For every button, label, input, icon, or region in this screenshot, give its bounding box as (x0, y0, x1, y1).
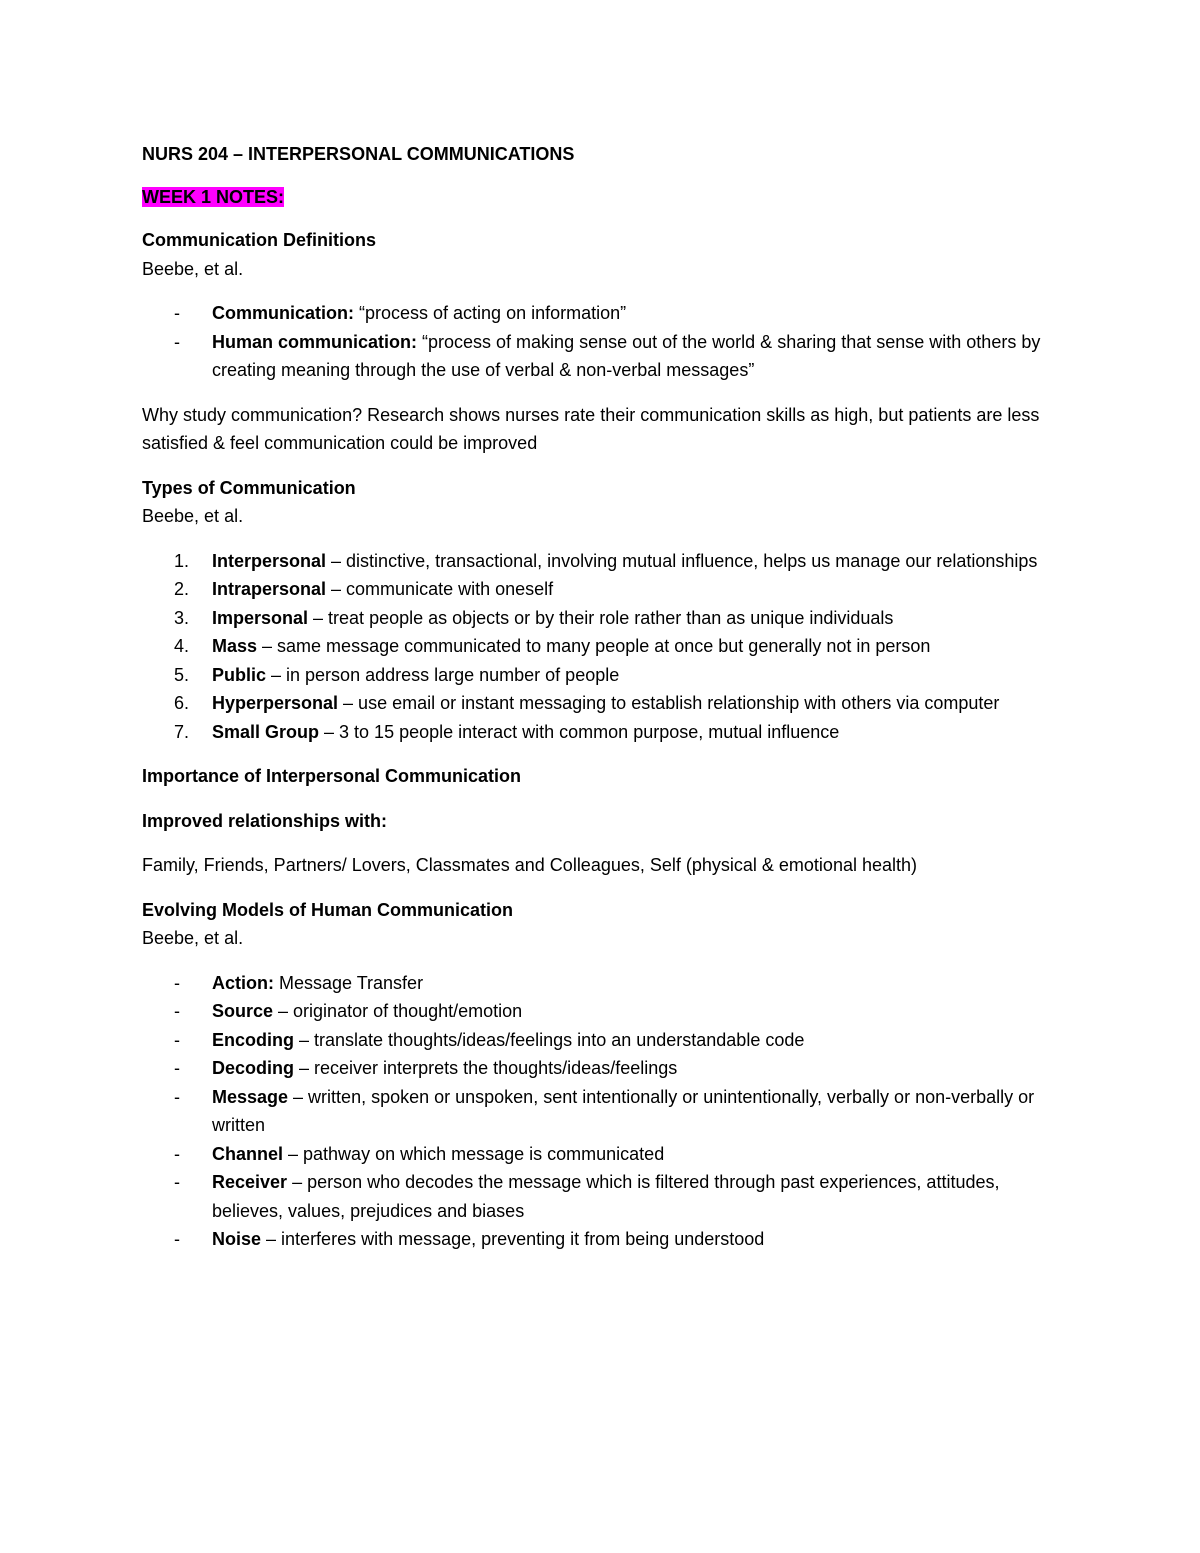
list-item (142, 1054, 1062, 1083)
list-marker: 5. (174, 664, 190, 685)
definitions-heading: Communication Definitions (142, 230, 376, 250)
importance-heading: Importance of Interpersonal Communication (142, 766, 522, 786)
list-term: Message (212, 1086, 289, 1107)
list-marker: - (174, 1229, 180, 1249)
list-text: – in person address large number of people (266, 664, 620, 685)
types-heading: Types of Communication (142, 477, 356, 498)
list-marker: 1. (174, 550, 190, 571)
list-item (142, 632, 1062, 661)
list-marker: - (174, 1143, 180, 1164)
list-term: Public (212, 664, 267, 685)
list-term: Noise (212, 1229, 262, 1249)
list-text: – communicate with oneself (326, 579, 554, 599)
list-term: Human communication: (212, 331, 418, 352)
list-term: Decoding (212, 1058, 295, 1078)
list-text: – 3 to 15 people interact with common purpose, mutual influence (319, 721, 840, 742)
list-text: – written, spoken or unspoken, sent intentionally or unintentionally, verbally or non-verbally or written (212, 1086, 1035, 1135)
document-body (142, 140, 1062, 1254)
list-item (142, 969, 1062, 998)
list-text: – translate thoughts/ideas/feelings into an understandable code (294, 1029, 805, 1050)
list-marker: 7. (174, 721, 190, 742)
definitions-source: Beebe, et al. (142, 258, 244, 279)
list-term: Mass (212, 636, 258, 656)
list-item (142, 1026, 1062, 1055)
list-term: Action: (212, 972, 274, 993)
list-term: Source (212, 1001, 274, 1021)
relationships-text: Family, Friends, Partners/ Lovers, Classmates and Colleagues, Self (physical & emotional health) (142, 855, 918, 875)
list-text: “process of making sense out of the world & sharing that sense with others by creating meaning through the use of verbal & non-verbal messages” (212, 331, 1041, 380)
list-item (142, 328, 1062, 385)
list-item (142, 997, 1062, 1026)
list-item (142, 299, 1062, 328)
list-text: “process of acting on information” (354, 303, 627, 323)
list-marker: - (174, 972, 180, 993)
definitions-list (142, 299, 1062, 385)
document-title: NURS 204 – INTERPERSONAL COMMUNICATIONS (142, 144, 575, 164)
list-text: Message Transfer (274, 972, 424, 993)
models-list (142, 969, 1062, 1254)
list-term: Encoding (212, 1029, 294, 1050)
list-marker: - (174, 1058, 180, 1078)
list-term: Communication: (212, 303, 354, 323)
types-source: Beebe, et al. (142, 506, 244, 526)
list-text: – originator of thought/emotion (273, 1001, 523, 1021)
list-item (142, 547, 1062, 576)
types-list (142, 547, 1062, 747)
models-heading: Evolving Models of Human Communication (142, 899, 514, 920)
list-term: Intrapersonal (212, 579, 327, 599)
list-item (142, 575, 1062, 604)
list-text: – pathway on which message is communicated (283, 1143, 665, 1164)
week-label (142, 183, 1062, 212)
list-item (142, 661, 1062, 690)
list-marker: - (174, 303, 180, 323)
list-term: Hyperpersonal (212, 693, 339, 713)
list-marker: 4. (174, 636, 190, 656)
list-marker: 6. (174, 693, 190, 713)
improved-relationships-heading: Improved relationships with: (142, 810, 388, 831)
why-study-paragraph: Why study communication? Research shows nurses rate their communication skills as high, but patients are less satisfied & feel communication could be improved (142, 404, 1040, 453)
list-text: – interferes with message, preventing it from being understood (261, 1229, 765, 1249)
list-marker: - (174, 1001, 180, 1021)
list-text: – same message communicated to many people at once but generally not in person (257, 636, 931, 656)
list-term: Impersonal (212, 607, 309, 628)
list-marker: - (174, 1172, 180, 1192)
week-highlight: WEEK 1 NOTES: (142, 186, 285, 207)
list-term: Small Group (212, 721, 320, 742)
list-item (142, 1083, 1062, 1140)
list-item (142, 604, 1062, 633)
list-marker: - (174, 331, 180, 352)
list-item (142, 1140, 1062, 1169)
list-text: – treat people as objects or by their role rather than as unique individuals (308, 607, 894, 628)
list-text: – receiver interprets the thoughts/ideas/feelings (294, 1058, 678, 1078)
list-text: – person who decodes the message which is filtered through past experiences, attitudes, believes, values, prejudices and biases (212, 1172, 1000, 1221)
list-term: Receiver (212, 1172, 288, 1192)
list-item (142, 1225, 1062, 1254)
list-item (142, 689, 1062, 718)
list-marker: 2. (174, 579, 190, 599)
list-term: Interpersonal (212, 550, 327, 571)
models-source: Beebe, et al. (142, 928, 244, 948)
list-text: – use email or instant messaging to establish relationship with others via computer (338, 693, 1000, 713)
list-text: – distinctive, transactional, involving mutual influence, helps us manage our relationships (326, 550, 1038, 571)
list-marker: - (174, 1029, 180, 1050)
list-item (142, 1168, 1062, 1225)
list-marker: - (174, 1086, 180, 1107)
list-item (142, 718, 1062, 747)
list-term: Channel (212, 1143, 284, 1164)
list-marker: 3. (174, 607, 190, 628)
